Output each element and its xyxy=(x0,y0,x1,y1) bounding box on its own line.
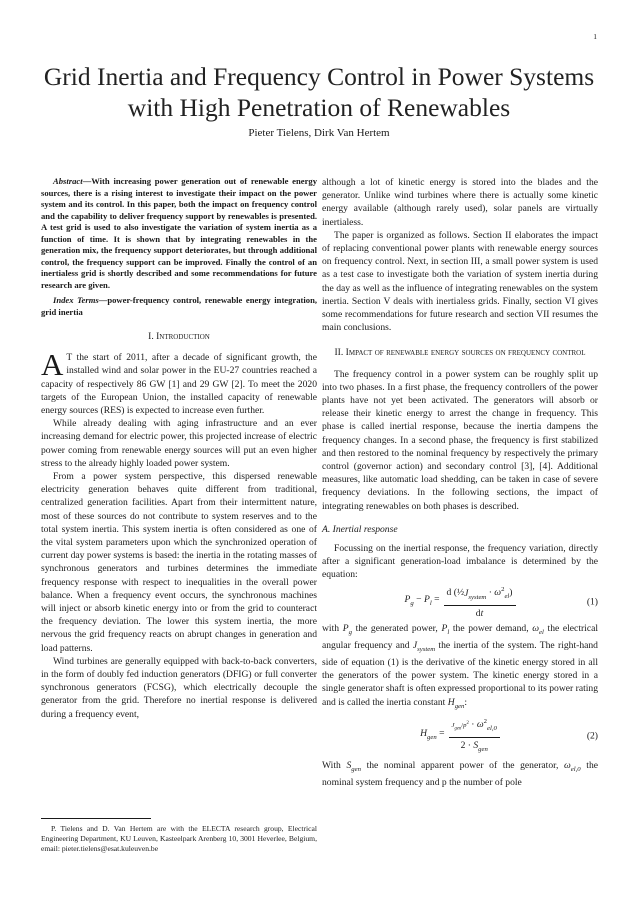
right-paragraph-2: The paper is organized as follows. Section II elaborates the impact of replacing conventional power plants with renewable energy sources on frequency control. Next, in section III, a small power system is used as a test case to investigate both the variation of system inertia during the day as well as the influence of integrating renewables on the system inertia. Section V deals with inertialess grids. Finally, section VI gives some recommendations for future research and section VII resumes the main conclusions. xyxy=(322,229,598,334)
right-paragraph-1: although a lot of kinetic energy is stored into the blades and the generator. Unlike wind turbines where there is actually some kinetic energy available (although rarely used), solar panels are virtually inertialess. xyxy=(322,177,598,228)
right-paragraph-3: The frequency control in a power system can be roughly split up into two phases. In a first phase, the frequency controllers of the power plants have not yet been activated. The generators will absorb or release their kinetic energy to arrest the change in frequency. This phase is called inertial response, because the inertia dampens the frequency changes. In a second phase, the frequency is first stabilized and then restored to the nominal frequency by respectively the primary control (governor action) and secondary control [3], [4]. Additional measures, like automatic load shedding, can be taken in case of severe frequency deviations. In the following sections, the impact of integrating renewables on both phases is described. xyxy=(322,368,598,512)
subsection-heading-inertial-response: A. Inertial response xyxy=(322,523,398,535)
right-paragraph-6: With $S_{gen}$ the nominal apparent power of the generator, $\omega_{el,0}$ the nominal system frequency and p the number of pole xyxy=(322,759,599,788)
equation-2-number: (2) xyxy=(586,730,598,742)
equation-2: $H_{gen}$ = $\frac{J_{gen}/p^2 \cdot \omega^2_{el,0}}{2 \cdot S_{gen}}$ (2) xyxy=(322,719,598,753)
paper-authors: Pieter Tielens, Dirk Van Hertem xyxy=(248,127,390,139)
paper-title: Grid Inertia and Frequency Control in Power Systems with High Penetration of Renewables xyxy=(43,62,595,122)
footnote: P. Tielens and D. Van Hertem are with the ELECTA research group, Electrical Engineering Department, KU Leuven, Kasteelpark Arenberg 10, 3001 Heverlee, Belgium, email: pieter.tielens@esat.kuleuven.be xyxy=(41,824,317,853)
drop-cap: A xyxy=(41,347,64,383)
intro-paragraph-2: While already dealing with aging infrastructure and an ever increasing demand for electric power, this projected increase of electric power coming from renewable energy sources will put an even higher stress to the already highly loaded power system. xyxy=(41,418,317,469)
equation-1-number: (1) xyxy=(586,596,598,608)
abstract-lead: Abstract xyxy=(53,176,83,186)
index-terms-lead: Index Terms xyxy=(53,295,99,305)
section-heading-introduction: I. Introduction xyxy=(148,331,210,342)
intro-paragraph-4: Wind turbines are generally equipped with back-to-back converters, in the form of doubly fed induction generators (DFIG) or full converter synchronous generators (FCSG), which electrically decouple the generator from the grid. Therefore no inertial response is delivered during a frequency event, xyxy=(41,655,317,720)
right-paragraph-5: with $P_g$ the generated power, $P_l$ the power demand, $\omega_{el}$ the electrical angular frequency and $J_{system}$ the inertia of the system. The right-hand side of equation (1) is the derivative of the kinetic energy stored in all the generators of the power system. The kinetic energy stored in a single generator shaft is often expressed proportional to its power rating and is called the inertia constant $H_{gen}$: xyxy=(322,622,599,710)
right-column xyxy=(322,176,598,789)
abstract xyxy=(41,176,317,318)
footnote-rule xyxy=(41,818,151,819)
abstract-text: —With increasing power generation out of renewable energy sources, there is a rising interest to investigate their impact on the power system and its control. In this paper, both the impact on frequency control and the capability to deliver frequency support by renewables is presented. A test grid is used to also investigate the variation of system inertia as a function of time. It is shown that by integrating renewables in the generation mix, the frequency support deteriorates, but through additional control, the frequency support can be improved. Finally the control of an inertialess grid is shortly described and some recommendations for future research are given. xyxy=(41,176,317,290)
page-number: 1 xyxy=(593,32,597,41)
intro-paragraph-1: A T the start of 2011, after a decade of significant growth, the installed wind and solar power in the EU-27 countries reached a capacity of respectively 86 GW [1] and 29 GW [2]. To meet the 2020 targets of the European Union, the installed capacity of renewable energy sources (RES) is expected to increase even further. xyxy=(41,347,317,417)
right-paragraph-4: Focussing on the inertial response, the frequency variation, directly after a significant generation-load imbalance is determined by the equation: xyxy=(322,543,598,581)
intro-paragraph-3: From a power system perspective, this dispersed renewable electricity generation behaves quite different from traditional, centralized generation facilities. Apart from their intermittent nature, most of these sources do not contribute to system reserves and to the total system inertia. This system inertia is often considered as one of the vital system parameters upon which the synchronized operation of current day power systems is based: the inertia in the rotating masses of synchronous generators and turbines determines the immediate frequency response with respect to inequalities in the overall power balance. When a frequency event occurs, the synchronous machines will inject or absorb kinetic energy into or from the grid to counteract the frequency deviation. The lower this system inertia, the more nervous the grid frequency reacts on abrupt changes in generation and load patterns. xyxy=(41,471,317,654)
section-heading-impact: II. Impact of renewable energy sources on frequency control xyxy=(334,347,586,359)
left-column xyxy=(41,176,317,721)
index-terms-text: —power-frequency control, renewable energy integration, grid inertia xyxy=(41,295,318,317)
equation-1: $P_g - P_l$ = $\frac{d (\frac{1}{2}J_{system} \cdot \omega^2_{el})}{dt}$ (1) xyxy=(322,588,598,616)
